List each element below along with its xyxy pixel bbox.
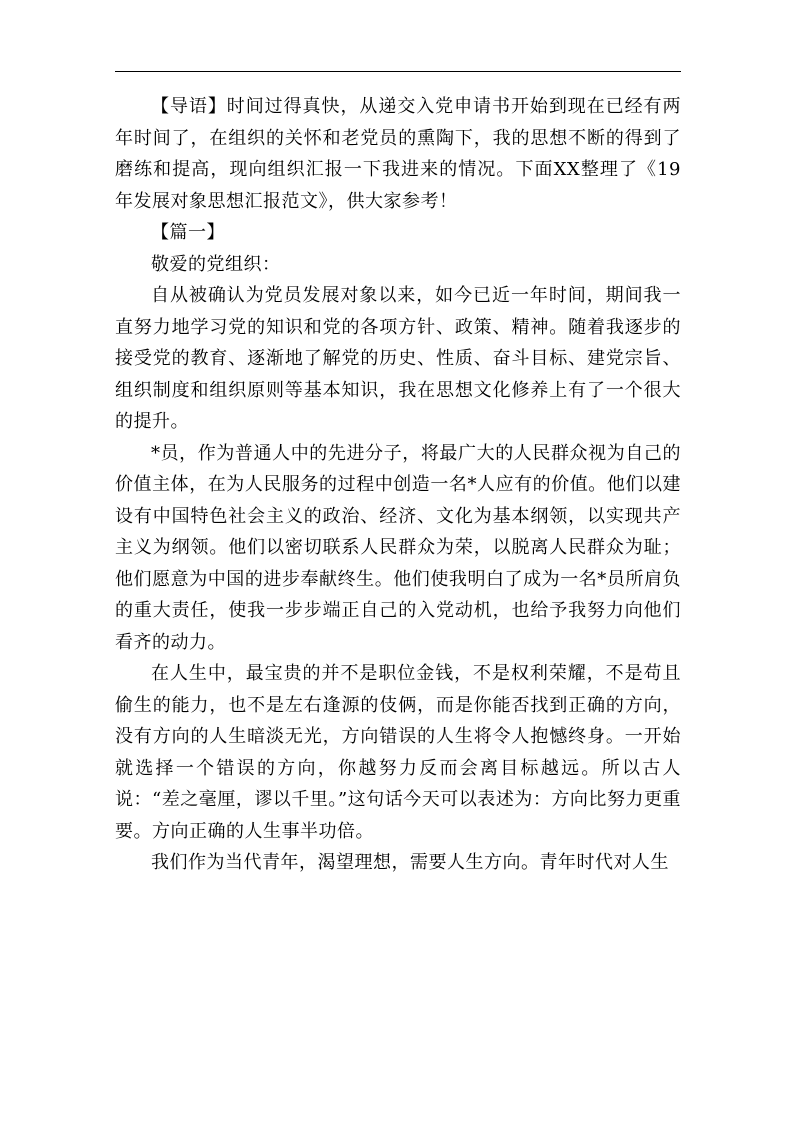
body-paragraph-1: 自从被确认为党员发展对象以来，如今已近一年时间，期间我一直努力地学习党的知识和党的各项方针、政策、精神。随着我逐步的接受党的教育、逐渐地了解党的历史、性质、奋斗目标、建党宗旨、组织制度和组织原则等基本知识，我在思想文化修养上有了一个很大的提升。 (115, 285, 681, 432)
body-paragraph-3: 在人生中，最宝贵的并不是职位金钱，不是权利荣耀，不是苟且偷生的能力，也不是左右逢源的伎俩，而是你能否找到正确的方向，没有方向的人生暗淡无光，方向错误的人生将令人抱憾终身。一开始就选择一个错误的方向，你越努力反而会离目标越远。所以古人说：“差之毫厘，谬以千里。”这句话今天可以表述为：方向比努力更重要。方向正确的人生事半功倍。 (115, 663, 681, 842)
body-paragraph-2: *员，作为普通人中的先进分子，将最广大的人民群众视为自己的价值主体，在为人民服务的过程中创造一名*人应有的价值。他们以建设有中国特色社会主义的政治、经济、文化为基本纲领，以实现共产主义为纲领。他们以密切联系人民群众为荣，以脱离人民群众为耻；他们愿意为中国的进步奉献终生。他们使我明白了成为一名*员所肩负的重大责任，使我一步步端正自己的入党动机，也给予我努力向他们看齐的动力。 (115, 442, 681, 653)
salutation: 敬爱的党组织： (151, 253, 281, 275)
section-heading: 【篇一】 (151, 222, 225, 243)
header-rule (115, 71, 681, 72)
intro-paragraph: 【导语】时间过得真快，从递交入党申请书开始到现在已经有两年时间了，在组织的关怀和老党员的熏陶下，我的思想不断的得到了磨练和提高，现向组织汇报一下我进来的情况。下面XX整理了《19年发展对象思想汇报范文》，供大家参考！ (115, 96, 681, 212)
document-body (115, 91, 681, 879)
body-paragraph-4: 我们作为当代青年，渴望理想，需要人生方向。青年时代对人生 (151, 852, 669, 873)
